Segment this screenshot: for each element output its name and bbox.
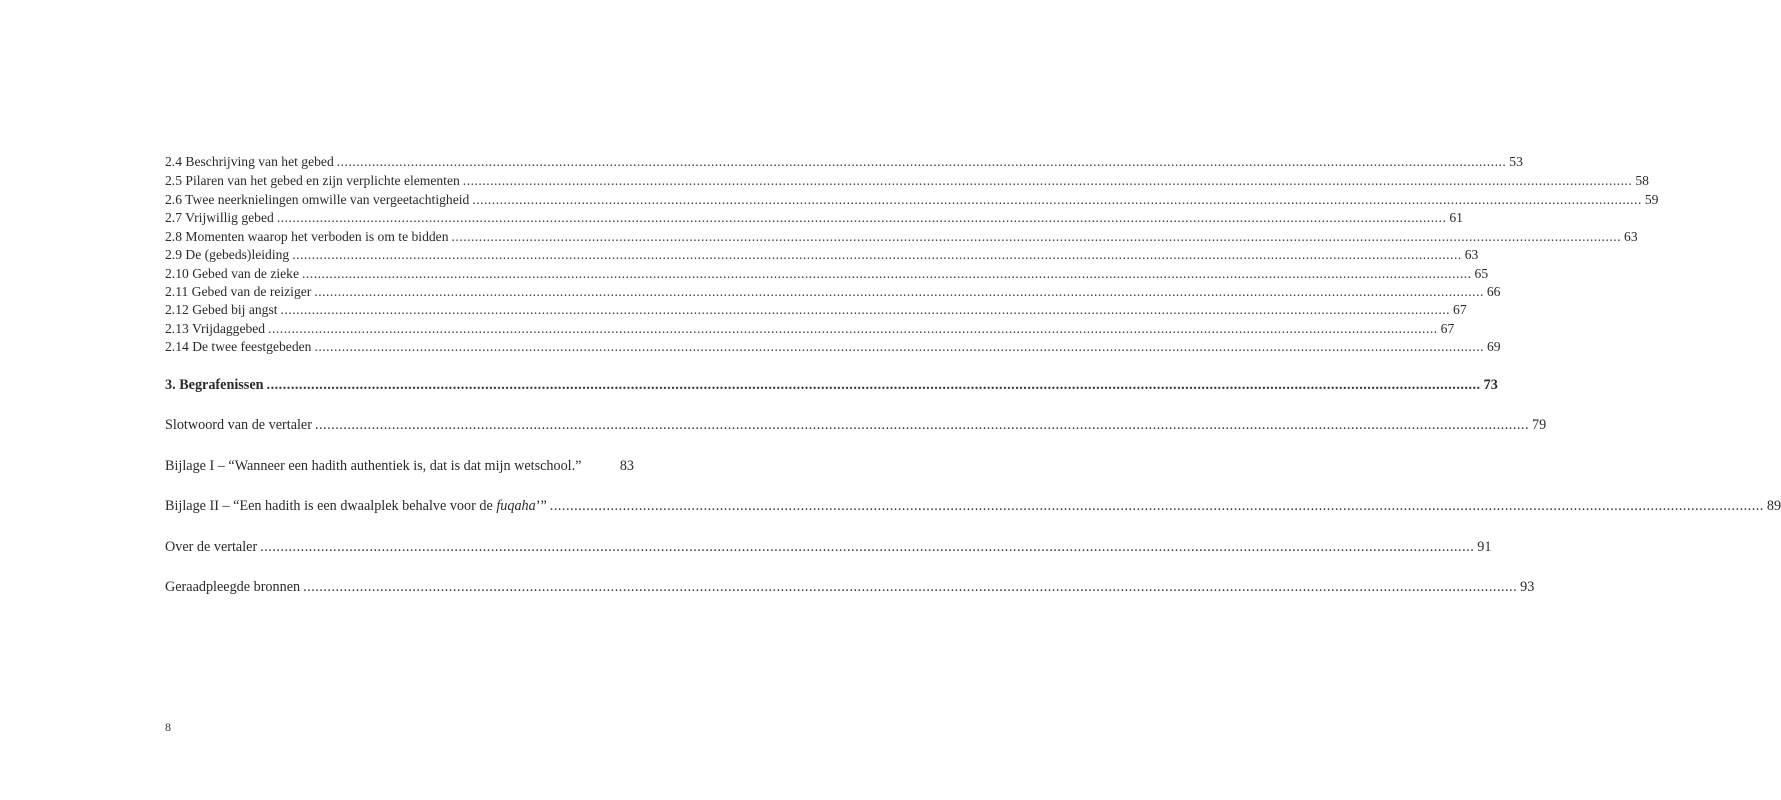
toc-entry-page: 89 (1766, 498, 1781, 514)
toc-leader-dots: ............................................................................................................................................................................................................................................................................................................ (549, 498, 1764, 514)
toc-entry-title: Bijlage I – “Wanneer een hadith authentiek is, dat is dat mijn wetschool.” (165, 458, 582, 474)
toc-entry-2-8 (165, 227, 1638, 246)
toc-entry-title: 2.4 Beschrijving van het gebed (165, 154, 334, 169)
toc-entry-page: 73 (1483, 377, 1498, 393)
toc-leader-dots: ............................................................................................................................................................................................................................................................................................................ (302, 266, 1472, 281)
toc-leader-dots: ............................................................................................................................................................................................................................................................................................................ (266, 377, 1481, 393)
toc-entry-title: 2.7 Vrijwillig gebed (165, 210, 274, 225)
toc-entry-title: 2.13 Vrijdaggebed (165, 321, 266, 336)
toc-entry-2-13 (165, 319, 1455, 338)
toc-entry-2-14 (165, 337, 1501, 356)
toc-entry-title: 2.11 Gebed van de reiziger (165, 284, 312, 299)
toc-entry-title: 2.8 Momenten waarop het verboden is om te bidden (165, 229, 449, 244)
toc-leader-dots: ............................................................................................................................................................................................................................................................................................................ (472, 192, 1642, 207)
toc-leader-dots: ............................................................................................................................................................................................................................................................................................................ (268, 321, 1438, 336)
toc-entry-bijlage-1 (165, 455, 634, 477)
toc-leader-dots: ............................................................................................................................................................................................................................................................................................................ (276, 210, 1447, 225)
toc-leader-dots: ............................................................................................................................................................................................................................................................................................................ (314, 284, 1484, 299)
toc-entry-page: 59 (1644, 192, 1659, 207)
toc-entry-2-5 (165, 171, 1649, 190)
toc-entry-page: 58 (1635, 173, 1649, 188)
toc-entry-over-de-vertaler (165, 536, 1492, 558)
toc-entry-2-6 (165, 190, 1659, 209)
toc-entry-page: 63 (1624, 229, 1638, 244)
toc-entry-page: 67 (1440, 321, 1455, 336)
toc-entry-bronnen (165, 576, 1535, 598)
toc-title-italic: fuqaha (496, 498, 536, 514)
toc-entry-title: Slotwoord van de vertaler (165, 417, 312, 433)
toc-entry-page: 53 (1509, 154, 1523, 169)
toc-entry-page: 79 (1532, 417, 1547, 433)
toc-entry-title: 2.12 Gebed bij angst (165, 302, 278, 317)
toc-entry-page: 63 (1464, 247, 1479, 262)
toc-entry-page: 67 (1453, 302, 1467, 317)
toc-entry-title: 2.9 De (gebeds)leiding (165, 247, 290, 262)
toc-entry-page: 65 (1474, 266, 1489, 281)
toc-title-prefix: Bijlage II – “Een hadith is een dwaalplek behalve voor de (165, 498, 497, 514)
toc-entry-title: 2.10 Gebed van de zieke (165, 266, 299, 281)
toc-leader-dots: ............................................................................................................................................................................................................................................................................................................ (314, 417, 1530, 433)
toc-entry-2-11 (165, 282, 1501, 301)
toc-leader-dots: ............................................................................................................................................................................................................................................................................................................ (462, 173, 1633, 188)
toc-entry-2-9 (165, 245, 1479, 264)
toc-entry-page: 66 (1486, 284, 1501, 299)
toc-entry-title: 2.14 De twee feestgebeden (165, 339, 312, 354)
toc-title-suffix: ’” (535, 498, 547, 514)
toc-entry-slotwoord (165, 414, 1547, 436)
toc-entry-2-7 (165, 208, 1463, 227)
toc-entry-page: 91 (1477, 539, 1492, 555)
toc-entry-title: Over de vertaler (165, 539, 258, 555)
toc-entry-title: 2.5 Pilaren van het gebed en zijn verplichte elementen (165, 173, 460, 188)
toc-leader-dots: ............................................................................................................................................................................................................................................................................................................ (292, 247, 1462, 262)
toc-entry-page: 69 (1486, 339, 1501, 354)
toc-entry-page: 83 (619, 458, 634, 474)
toc-entry-page: 61 (1449, 210, 1463, 225)
toc-entry-bijlage-2 (165, 495, 1781, 517)
toc-leader-dots: ............................................................................................................................................................................................................................................................................................................ (260, 539, 1475, 555)
toc-leader-dots: ............................................................................................................................................................................................................................................................................................................ (280, 302, 1451, 317)
toc-entry-title: 3. Begrafenissen (165, 377, 264, 393)
toc-entry-2-12 (165, 300, 1467, 319)
toc-chapter-begrafenissen (165, 374, 1498, 396)
toc-leader-dots: ............................................................................................................................................................................................................................................................................................................ (451, 229, 1622, 244)
toc-entry-page: 93 (1520, 579, 1535, 595)
page-number: 8 (165, 720, 171, 734)
toc-leader-dots: ............................................................................................................................................................................................................................................................................................................ (303, 579, 1518, 595)
toc-entry-2-4 (165, 152, 1523, 171)
toc-entry-title: Geraadpleegde bronnen (165, 579, 301, 595)
toc-leader-dots: ............................................................................................................................................................................................................................................................................................................ (314, 339, 1484, 354)
toc-entry-title (165, 495, 547, 517)
toc-leader-dots: ............................................................................................................................................................................................................................................................................................................ (336, 154, 1507, 169)
toc-entry-title: 2.6 Twee neerknielingen omwille van vergeetachtigheid (165, 192, 470, 207)
toc-entry-2-10 (165, 264, 1489, 283)
